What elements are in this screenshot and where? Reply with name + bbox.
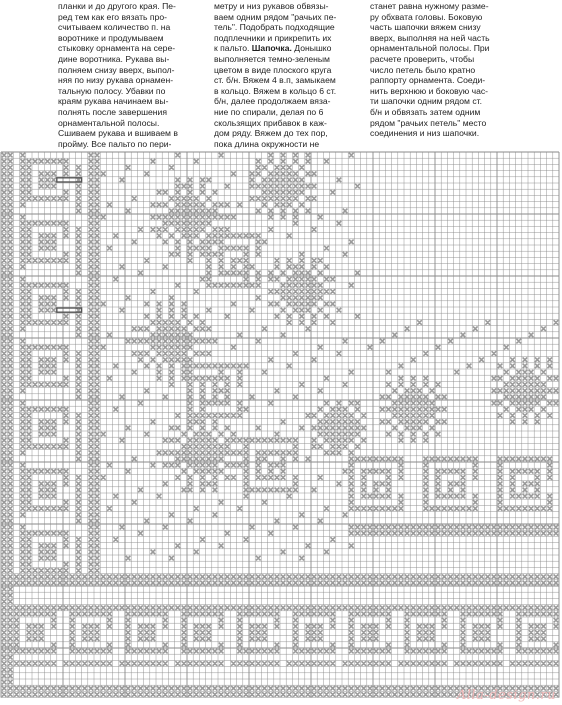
text-line: б/н и обвязать затем одним — [370, 106, 481, 117]
text-line: пока длина окружности не — [214, 138, 320, 149]
crochet-pattern-chart — [0, 150, 562, 705]
text-line: стыковку орнамента на сере- — [58, 43, 176, 54]
text-line: расчете проверить, чтобы — [370, 53, 475, 64]
text-line: ст. б/н. Вяжем 4 в.п, замыкаем — [214, 75, 336, 86]
watermark-logo: Alla-design.ru — [456, 688, 556, 703]
text-line-mixed — [214, 43, 362, 54]
text-fragment: к пальто. — [214, 43, 252, 54]
filet-grid-svg — [0, 150, 562, 705]
text-line: ти шапочки одним рядом ст. — [370, 96, 483, 107]
text-line: скользящих прибавок в каж- — [214, 117, 327, 128]
text-line: воротнике и продумываем — [58, 32, 164, 43]
text-line: Сшиваем рукава и вшиваем в — [58, 128, 178, 139]
text-line: полняем снизу вверх, выпол- — [58, 64, 175, 75]
text-line: орнаментальной полосы. — [58, 117, 160, 128]
text-line: вверх, выполняя на ней часть — [370, 32, 490, 43]
text-line: считываем количество п. на — [58, 22, 171, 33]
text-line: число петель было кратно — [370, 64, 476, 75]
text-line: часть шапочки вяжем снизу — [370, 22, 481, 33]
article-text — [0, 0, 562, 150]
text-line: няя по низу рукава орнамен- — [58, 75, 174, 86]
text-fragment: Донышко — [291, 43, 332, 54]
text-line: тальную полосу. Убавки по — [58, 85, 166, 96]
text-column-2 — [214, 1, 362, 149]
text-line: дине воротника. Рукава вы- — [58, 53, 170, 64]
text-line: ние по спирали, делая по 6 — [214, 106, 324, 117]
text-line: нить верхнюю и боковую час- — [370, 85, 489, 96]
text-line: станет равна нужному разме- — [370, 1, 489, 11]
text-line: ваем одним рядом "рачьих пе- — [214, 11, 337, 22]
text-line: ру обхвата головы. Боковую — [370, 11, 483, 22]
text-line: раппорту орнамента. Соеди- — [370, 75, 486, 86]
text-line: краям рукава начинаем вы- — [58, 96, 169, 107]
text-column-1 — [58, 1, 198, 149]
text-column-3 — [370, 1, 514, 139]
text-line: выполняется темно-зеленым — [214, 53, 330, 64]
chart-grid-lines — [1, 152, 559, 698]
text-line: подплечники и прикрепить их — [214, 32, 332, 43]
text-line: пройму. Все пальто по пери- — [58, 138, 172, 149]
text-line: орнаментальной полосы. При — [370, 43, 490, 54]
text-line: цветом в виде плоского круга — [214, 64, 332, 75]
text-line: планки и до другого края. Пе- — [58, 1, 176, 11]
text-line: рядом "рачьих петель" место — [370, 117, 487, 128]
text-line: полнять после завершения — [58, 106, 167, 117]
text-line: соединения и низ шапочки. — [370, 128, 480, 139]
section-heading-hat: Шапочка. — [251, 43, 292, 54]
text-line: тель". Подобрать подходящие — [214, 22, 335, 33]
text-line: б/н, далее продолжаем вязa- — [214, 96, 331, 107]
text-line: метру и низ рукавов обвязы- — [214, 1, 329, 11]
text-line: дом ряду. Вяжем до тех пор, — [214, 128, 328, 139]
text-line: в кольцо. Вяжем в кольцо 6 ст. — [214, 85, 337, 96]
text-line: ред тем как его вязать про- — [58, 11, 167, 22]
